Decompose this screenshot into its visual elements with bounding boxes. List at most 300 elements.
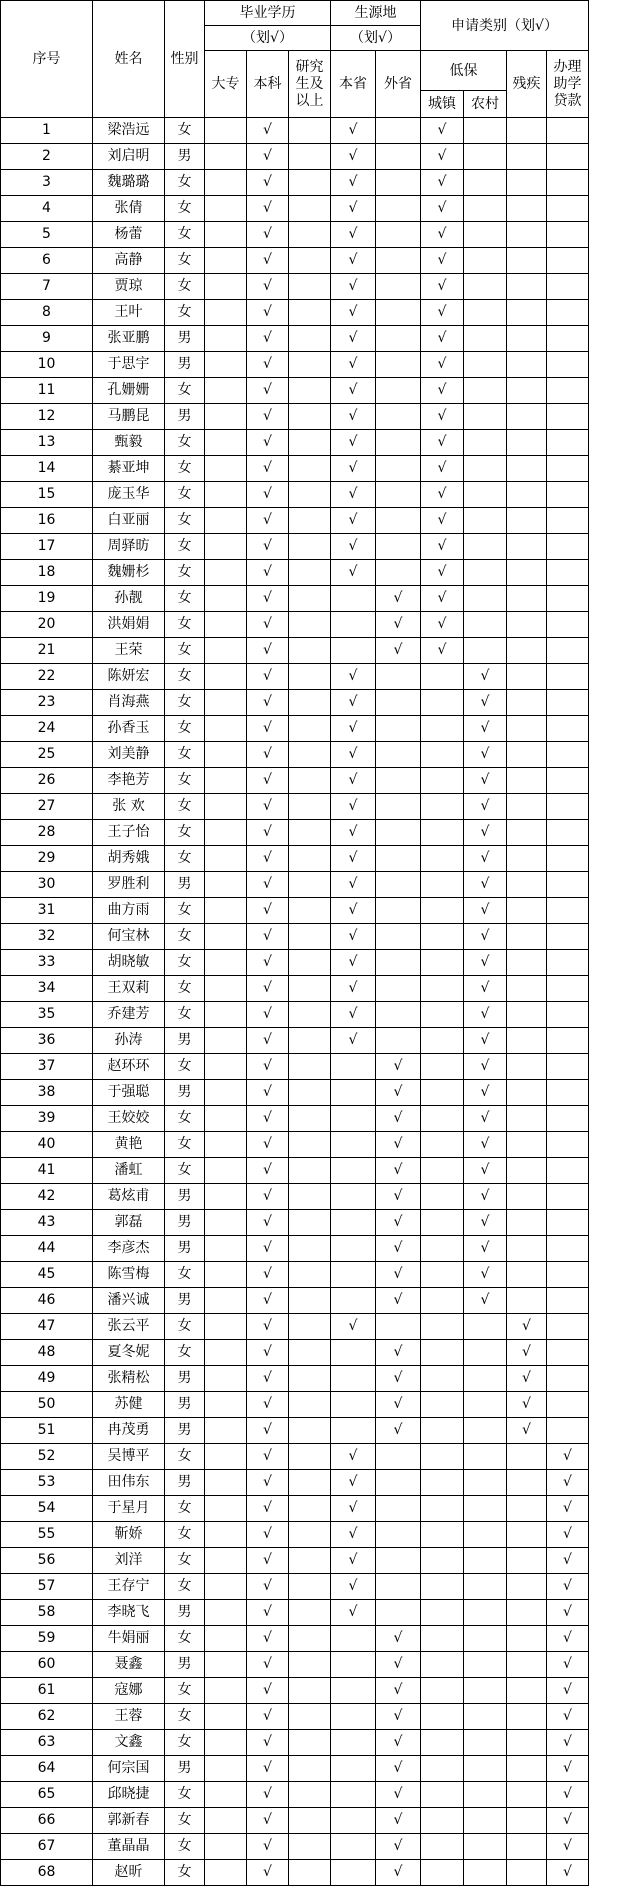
rural-cell — [464, 404, 507, 430]
loan-cell: √ — [547, 1600, 589, 1626]
graduate-cell — [289, 274, 331, 300]
local-cell: √ — [331, 742, 376, 768]
gender-cell: 女 — [165, 196, 205, 222]
gender-cell: 女 — [165, 1860, 205, 1886]
loan-cell — [547, 1210, 589, 1236]
urban-cell — [421, 1002, 464, 1028]
urban-cell — [421, 976, 464, 1002]
loan-cell — [547, 1158, 589, 1184]
gender-cell: 女 — [165, 1574, 205, 1600]
rural-cell: √ — [464, 690, 507, 716]
name-cell: 董晶晶 — [93, 1834, 165, 1860]
graduate-cell — [289, 1106, 331, 1132]
seq-cell: 14 — [1, 456, 93, 482]
urban-cell — [421, 1600, 464, 1626]
loan-cell — [547, 1340, 589, 1366]
loan-cell — [547, 456, 589, 482]
seq-cell: 34 — [1, 976, 93, 1002]
graduate-cell — [289, 1054, 331, 1080]
header-graduate: 研究生及以上 — [289, 51, 331, 118]
rural-cell — [464, 352, 507, 378]
seq-cell: 48 — [1, 1340, 93, 1366]
disabled-cell — [507, 1210, 547, 1236]
dazhuan-cell — [205, 1860, 247, 1886]
local-cell: √ — [331, 144, 376, 170]
dazhuan-cell — [205, 1106, 247, 1132]
name-cell: 曲方雨 — [93, 898, 165, 924]
disabled-cell — [507, 1054, 547, 1080]
benke-cell: √ — [247, 794, 289, 820]
dazhuan-cell — [205, 1574, 247, 1600]
other-province-cell: √ — [376, 1808, 421, 1834]
dazhuan-cell — [205, 1366, 247, 1392]
table-row — [1, 1262, 589, 1288]
other-province-cell — [376, 1600, 421, 1626]
loan-cell: √ — [547, 1704, 589, 1730]
table-row — [1, 1600, 589, 1626]
disabled-cell — [507, 560, 547, 586]
header-dibao: 低保 — [421, 51, 507, 91]
urban-cell — [421, 872, 464, 898]
local-cell: √ — [331, 820, 376, 846]
name-cell: 周驿昉 — [93, 534, 165, 560]
seq-cell: 60 — [1, 1652, 93, 1678]
dazhuan-cell — [205, 1158, 247, 1184]
disabled-cell — [507, 1132, 547, 1158]
disabled-cell — [507, 976, 547, 1002]
name-cell: 马鹏昆 — [93, 404, 165, 430]
name-cell: 李彦杰 — [93, 1236, 165, 1262]
urban-cell — [421, 1314, 464, 1340]
table-row — [1, 1860, 589, 1886]
table-body — [1, 118, 589, 1886]
seq-cell: 58 — [1, 1600, 93, 1626]
graduate-cell — [289, 768, 331, 794]
table-row — [1, 1704, 589, 1730]
name-cell: 于强聪 — [93, 1080, 165, 1106]
other-province-cell — [376, 1522, 421, 1548]
rural-cell: √ — [464, 976, 507, 1002]
urban-cell — [421, 1028, 464, 1054]
graduate-cell — [289, 1600, 331, 1626]
benke-cell: √ — [247, 664, 289, 690]
disabled-cell — [507, 482, 547, 508]
loan-cell — [547, 196, 589, 222]
loan-cell — [547, 690, 589, 716]
seq-cell: 26 — [1, 768, 93, 794]
benke-cell: √ — [247, 1782, 289, 1808]
disabled-cell — [507, 1522, 547, 1548]
dazhuan-cell — [205, 196, 247, 222]
other-province-cell — [376, 794, 421, 820]
disabled-cell — [507, 456, 547, 482]
header-rural: 农村 — [464, 91, 507, 118]
rural-cell: √ — [464, 1080, 507, 1106]
dazhuan-cell — [205, 612, 247, 638]
urban-cell — [421, 1054, 464, 1080]
seq-cell: 8 — [1, 300, 93, 326]
name-cell: 冉茂勇 — [93, 1418, 165, 1444]
table-row — [1, 118, 589, 144]
other-province-cell — [376, 872, 421, 898]
seq-cell: 66 — [1, 1808, 93, 1834]
name-cell: 洪娟娟 — [93, 612, 165, 638]
loan-cell: √ — [547, 1808, 589, 1834]
urban-cell: √ — [421, 586, 464, 612]
other-province-cell — [376, 326, 421, 352]
disabled-cell — [507, 612, 547, 638]
dazhuan-cell — [205, 742, 247, 768]
table-row — [1, 508, 589, 534]
rural-cell: √ — [464, 1158, 507, 1184]
seq-cell: 68 — [1, 1860, 93, 1886]
name-cell: 文鑫 — [93, 1730, 165, 1756]
graduate-cell — [289, 1184, 331, 1210]
name-cell: 赵环环 — [93, 1054, 165, 1080]
local-cell: √ — [331, 950, 376, 976]
table-row — [1, 1392, 589, 1418]
local-cell — [331, 1236, 376, 1262]
name-cell: 李艳芳 — [93, 768, 165, 794]
other-province-cell: √ — [376, 1210, 421, 1236]
seq-cell: 6 — [1, 248, 93, 274]
other-province-cell — [376, 820, 421, 846]
loan-cell — [547, 1262, 589, 1288]
local-cell — [331, 1054, 376, 1080]
rural-cell: √ — [464, 846, 507, 872]
seq-cell: 42 — [1, 1184, 93, 1210]
gender-cell: 女 — [165, 1782, 205, 1808]
other-province-cell: √ — [376, 1756, 421, 1782]
disabled-cell — [507, 1730, 547, 1756]
loan-cell — [547, 300, 589, 326]
other-province-cell: √ — [376, 1704, 421, 1730]
seq-cell: 32 — [1, 924, 93, 950]
name-cell: 王存宁 — [93, 1574, 165, 1600]
seq-cell: 56 — [1, 1548, 93, 1574]
other-province-cell: √ — [376, 1340, 421, 1366]
rural-cell — [464, 612, 507, 638]
benke-cell: √ — [247, 1028, 289, 1054]
other-province-cell — [376, 950, 421, 976]
dazhuan-cell — [205, 430, 247, 456]
benke-cell: √ — [247, 1366, 289, 1392]
gender-cell: 男 — [165, 352, 205, 378]
disabled-cell — [507, 1158, 547, 1184]
dazhuan-cell — [205, 300, 247, 326]
disabled-cell — [507, 794, 547, 820]
benke-cell: √ — [247, 430, 289, 456]
local-cell: √ — [331, 430, 376, 456]
rural-cell — [464, 378, 507, 404]
table-row — [1, 742, 589, 768]
seq-cell: 36 — [1, 1028, 93, 1054]
rural-cell — [464, 1314, 507, 1340]
other-province-cell: √ — [376, 1782, 421, 1808]
seq-cell: 3 — [1, 170, 93, 196]
dazhuan-cell — [205, 1392, 247, 1418]
gender-cell: 男 — [165, 1080, 205, 1106]
table-row — [1, 768, 589, 794]
name-cell: 张倩 — [93, 196, 165, 222]
local-cell: √ — [331, 898, 376, 924]
disabled-cell — [507, 586, 547, 612]
graduate-cell — [289, 690, 331, 716]
graduate-cell — [289, 378, 331, 404]
seq-cell: 37 — [1, 1054, 93, 1080]
urban-cell — [421, 1548, 464, 1574]
gender-cell: 男 — [165, 1288, 205, 1314]
name-cell: 魏姗杉 — [93, 560, 165, 586]
gender-cell: 女 — [165, 742, 205, 768]
other-province-cell — [376, 248, 421, 274]
table-row — [1, 690, 589, 716]
gender-cell: 男 — [165, 1184, 205, 1210]
urban-cell — [421, 1678, 464, 1704]
name-cell: 于星月 — [93, 1496, 165, 1522]
rural-cell — [464, 1730, 507, 1756]
benke-cell: √ — [247, 690, 289, 716]
name-cell: 张 欢 — [93, 794, 165, 820]
graduate-cell — [289, 1444, 331, 1470]
seq-cell: 23 — [1, 690, 93, 716]
loan-cell — [547, 898, 589, 924]
dazhuan-cell — [205, 144, 247, 170]
urban-cell — [421, 1574, 464, 1600]
seq-cell: 41 — [1, 1158, 93, 1184]
rural-cell — [464, 1782, 507, 1808]
disabled-cell — [507, 950, 547, 976]
urban-cell — [421, 1158, 464, 1184]
dazhuan-cell — [205, 1288, 247, 1314]
dazhuan-cell — [205, 1600, 247, 1626]
loan-cell — [547, 1184, 589, 1210]
table-row — [1, 1444, 589, 1470]
urban-cell: √ — [421, 638, 464, 664]
name-cell: 潘兴诚 — [93, 1288, 165, 1314]
urban-cell — [421, 1808, 464, 1834]
seq-cell: 39 — [1, 1106, 93, 1132]
local-cell — [331, 1704, 376, 1730]
loan-cell — [547, 586, 589, 612]
seq-cell: 12 — [1, 404, 93, 430]
dazhuan-cell — [205, 534, 247, 560]
graduate-cell — [289, 482, 331, 508]
dazhuan-cell — [205, 274, 247, 300]
name-cell: 牛娟丽 — [93, 1626, 165, 1652]
table-row — [1, 898, 589, 924]
seq-cell: 52 — [1, 1444, 93, 1470]
benke-cell: √ — [247, 846, 289, 872]
local-cell: √ — [331, 1600, 376, 1626]
other-province-cell — [376, 1314, 421, 1340]
gender-cell: 女 — [165, 1730, 205, 1756]
seq-cell: 54 — [1, 1496, 93, 1522]
other-province-cell — [376, 482, 421, 508]
gender-cell: 女 — [165, 222, 205, 248]
other-province-cell: √ — [376, 1678, 421, 1704]
disabled-cell — [507, 716, 547, 742]
rural-cell — [464, 1756, 507, 1782]
rural-cell: √ — [464, 716, 507, 742]
benke-cell: √ — [247, 1652, 289, 1678]
table-row — [1, 1080, 589, 1106]
urban-cell — [421, 1132, 464, 1158]
seq-cell: 10 — [1, 352, 93, 378]
benke-cell: √ — [247, 898, 289, 924]
gender-cell: 男 — [165, 1652, 205, 1678]
table-row — [1, 1470, 589, 1496]
benke-cell: √ — [247, 1704, 289, 1730]
loan-cell: √ — [547, 1730, 589, 1756]
gender-cell: 男 — [165, 1392, 205, 1418]
gender-cell: 女 — [165, 1314, 205, 1340]
dazhuan-cell — [205, 508, 247, 534]
rural-cell — [464, 1808, 507, 1834]
graduate-cell — [289, 794, 331, 820]
disabled-cell — [507, 690, 547, 716]
seq-cell: 5 — [1, 222, 93, 248]
loan-cell — [547, 794, 589, 820]
rural-cell — [464, 1522, 507, 1548]
table-row — [1, 300, 589, 326]
name-cell: 于思宇 — [93, 352, 165, 378]
gender-cell: 男 — [165, 1418, 205, 1444]
other-province-cell — [376, 1444, 421, 1470]
benke-cell: √ — [247, 1106, 289, 1132]
dazhuan-cell — [205, 1496, 247, 1522]
other-province-cell: √ — [376, 1184, 421, 1210]
local-cell: √ — [331, 1496, 376, 1522]
graduate-cell — [289, 820, 331, 846]
disabled-cell — [507, 898, 547, 924]
table-row — [1, 1002, 589, 1028]
local-cell — [331, 1834, 376, 1860]
rural-cell: √ — [464, 742, 507, 768]
seq-cell: 43 — [1, 1210, 93, 1236]
other-province-cell: √ — [376, 1080, 421, 1106]
local-cell: √ — [331, 1028, 376, 1054]
other-province-cell — [376, 274, 421, 300]
loan-cell — [547, 1366, 589, 1392]
other-province-cell: √ — [376, 1392, 421, 1418]
benke-cell: √ — [247, 1808, 289, 1834]
dazhuan-cell — [205, 456, 247, 482]
benke-cell: √ — [247, 1860, 289, 1886]
benke-cell: √ — [247, 300, 289, 326]
seq-cell: 25 — [1, 742, 93, 768]
urban-cell — [421, 1496, 464, 1522]
dazhuan-cell — [205, 1808, 247, 1834]
gender-cell: 女 — [165, 950, 205, 976]
other-province-cell — [376, 170, 421, 196]
other-province-cell — [376, 742, 421, 768]
local-cell — [331, 1860, 376, 1886]
rural-cell: √ — [464, 820, 507, 846]
loan-cell — [547, 248, 589, 274]
name-cell: 綦亚坤 — [93, 456, 165, 482]
gender-cell: 男 — [165, 1210, 205, 1236]
dazhuan-cell — [205, 716, 247, 742]
disabled-cell — [507, 1002, 547, 1028]
name-cell: 田伟东 — [93, 1470, 165, 1496]
disabled-cell — [507, 1106, 547, 1132]
name-cell: 王荣 — [93, 638, 165, 664]
loan-cell — [547, 768, 589, 794]
dazhuan-cell — [205, 950, 247, 976]
disabled-cell — [507, 1080, 547, 1106]
table-row — [1, 1652, 589, 1678]
benke-cell: √ — [247, 1236, 289, 1262]
rural-cell — [464, 300, 507, 326]
loan-cell: √ — [547, 1678, 589, 1704]
seq-cell: 61 — [1, 1678, 93, 1704]
dazhuan-cell — [205, 1522, 247, 1548]
local-cell — [331, 1132, 376, 1158]
rural-cell — [464, 586, 507, 612]
local-cell: √ — [331, 326, 376, 352]
table-row — [1, 1106, 589, 1132]
rural-cell — [464, 170, 507, 196]
other-province-cell: √ — [376, 1132, 421, 1158]
rural-cell: √ — [464, 1288, 507, 1314]
disabled-cell — [507, 872, 547, 898]
urban-cell: √ — [421, 118, 464, 144]
urban-cell — [421, 1080, 464, 1106]
dazhuan-cell — [205, 794, 247, 820]
seq-cell: 9 — [1, 326, 93, 352]
table-row — [1, 1418, 589, 1444]
local-cell — [331, 1626, 376, 1652]
dazhuan-cell — [205, 1002, 247, 1028]
dazhuan-cell — [205, 1730, 247, 1756]
local-cell: √ — [331, 170, 376, 196]
gender-cell: 女 — [165, 1106, 205, 1132]
urban-cell — [421, 1210, 464, 1236]
other-province-cell — [376, 1548, 421, 1574]
loan-cell: √ — [547, 1496, 589, 1522]
rural-cell — [464, 1678, 507, 1704]
table-row — [1, 716, 589, 742]
urban-cell — [421, 1262, 464, 1288]
graduate-cell — [289, 1002, 331, 1028]
dazhuan-cell — [205, 1054, 247, 1080]
seq-cell: 19 — [1, 586, 93, 612]
disabled-cell — [507, 534, 547, 560]
loan-cell — [547, 352, 589, 378]
seq-cell: 2 — [1, 144, 93, 170]
disabled-cell — [507, 1444, 547, 1470]
benke-cell: √ — [247, 612, 289, 638]
graduate-cell — [289, 1626, 331, 1652]
disabled-cell — [507, 1548, 547, 1574]
graduate-cell — [289, 664, 331, 690]
benke-cell: √ — [247, 1262, 289, 1288]
name-cell: 胡晓敏 — [93, 950, 165, 976]
graduate-cell — [289, 1652, 331, 1678]
name-cell: 孙涛 — [93, 1028, 165, 1054]
seq-cell: 65 — [1, 1782, 93, 1808]
header-origin-note: （划√） — [331, 26, 421, 51]
loan-cell: √ — [547, 1626, 589, 1652]
graduate-cell — [289, 1028, 331, 1054]
loan-cell — [547, 482, 589, 508]
rural-cell — [464, 1652, 507, 1678]
seq-cell: 67 — [1, 1834, 93, 1860]
local-cell — [331, 1106, 376, 1132]
local-cell: √ — [331, 1002, 376, 1028]
benke-cell: √ — [247, 716, 289, 742]
